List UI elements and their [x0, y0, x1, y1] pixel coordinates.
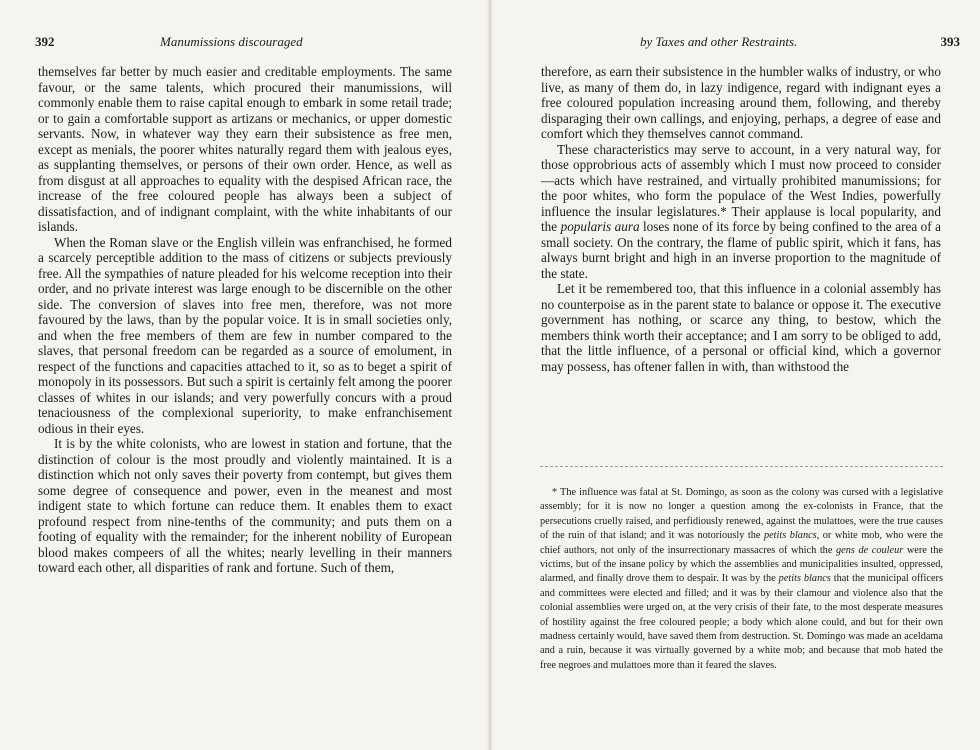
text-run: that the municipal officers and committees were elected and filled; and it was by their clamour and violence also that the colonial assemblies were urged on, at the very crisis of their fate, to the most desperate measures of hostility against the free coloured people; a body which alone could, and but for their own madness certainly would, have saved them from destruction. St. Domingo was made an aceldama and a ruin, because it was virtually governed by a white mob; and because that mob hated the free negroes and mulattoes more than it feared the slaves. [540, 573, 943, 671]
italic-phrase: gens de couleur [836, 544, 904, 556]
right-body-text [541, 64, 941, 374]
paragraph [541, 142, 941, 282]
paragraph: themselves far better by much easier and creditable employments. The same favour, or the same talents, which procured their manumissions, will commonly enable them to raise capital enough to embark in some retail trade; or to gain a comfortable support as artizans or mechanics, or upper domestic servants. Now, in whatever way they earn their subsistence as free men, except as menials, the poorer whites naturally regard them with jealous eyes, as supplanting themselves, or persons of their own order. Hence, as well as from disgust at all approaches to equality with the despised African race, the increase of the free coloured people has always been a subject of dissatisfaction, and of indignant complaint, with the white inhabitants of our islands. [38, 64, 452, 234]
left-body-text [38, 64, 452, 576]
text-run: * The influence was fatal at St. Domingo, as soon as the colony was cursed with a legislative assembly; for it is now no longer a question among the ex-colonists in France, that the persecutions cruelly raised, and perfidiously renewed, against the mulattoes, were the true causes of the ruin of that island; and it was notoriously the [540, 487, 943, 542]
right-page [490, 0, 980, 750]
italic-phrase: popularis aura [560, 219, 640, 234]
paragraph: It is by the white colonists, who are lowest in station and fortune, that the distinction of colour is the most proudly and violently maintained. It is a distinction which not only saves their poverty from contempt, but gives them some degree of consequence and power, even in the meanest and most indigent state to which fortune can reduce them. It enables them to exact profound respect from nine-tenths of the community; and puts them on a footing of equality with the remainder; for the inherent nobility of European blood makes compeers of all the whites; nearly levelling in their manners toward each other, all disparities of rank and fortune. Such of them, [38, 436, 452, 575]
left-running-title: Manumissions discouraged [160, 34, 303, 49]
italic-phrase: petits blancs [763, 530, 817, 542]
text-run: were the victims, but of the insane policy by which the assemblies and municipalities insulted, oppressed, alarmed, and finally drove them to despair. It was by the [540, 544, 944, 585]
footnote-text [540, 486, 943, 673]
left-page-number: 392 [35, 34, 55, 49]
text-run: loses none of its force by being confined to the area of a small society. On the contrary, the flame of public spirit, which it fans, has always burnt bright and high in an inverse proportion to the magnitude of the state. [541, 219, 941, 281]
paragraph: When the Roman slave or the English villein was enfranchised, he formed a scarcely perceptible addition to the mass of citizens or subjects previously free. All the sympathies of nature pleaded for his welcome reception into their order, and no private interest was large enough to be discernible on the other side. The conversion of slaves into free men, therefore, was not more favoured by the laws, than by the popular voice. It is in small societies only, and when the free members of them are few in number compared to the slaves, that personal freedom can be regarded as a source of emolument, in respect of the functions and capacities attached to it, so as to beget a spirit of monopoly in its possessors. But such a spirit is certainly felt among the poorer classes of whites in our islands; and very powerfully concurs with a proud tenaciousness of the complexional superiority, to make enfranchisement odious in their eyes. [38, 234, 452, 436]
text-run: These characteristics may serve to account, in a very natural way, for those opprobrious acts of assembly which I must now proceed to consider—acts which have restrained, and virtually prohibited manumissions; for the poor whites, who form the populace of the West Indies, powerfully influence the insular legislatures.* Their applause is local popularity, and the [541, 141, 941, 234]
paragraph: therefore, as earn their subsistence in the humbler walks of industry, or who live, as many of them do, in lazy indigence, regard with indignant eyes a free coloured population increasing around them, following, and thereby disparaging their own callings, and enjoying, perhaps, a degree of ease and comfort which they themselves cannot command. [541, 64, 941, 141]
footnote [540, 486, 943, 673]
italic-phrase: petits blancs [778, 573, 831, 585]
footnote-divider [540, 466, 943, 467]
right-running-title: by Taxes and other Restraints. [640, 34, 798, 49]
right-page-number: 393 [940, 34, 960, 49]
paragraph: Let it be remembered too, that this influence in a colonial assembly has no counterpoise as in the parent state to balance or oppose it. The executive government has nothing, or scarce any thing, to bestow, which the members think worth their acceptance; and I am sorry to be obliged to add, that the little influence, of a personal or official kind, which a governor may possess, has oftener fallen in with, than withstood the [541, 281, 941, 374]
text-run: , or white mob, who were the chief authors, not only of the insurrectionary massacres of which the [540, 530, 943, 556]
